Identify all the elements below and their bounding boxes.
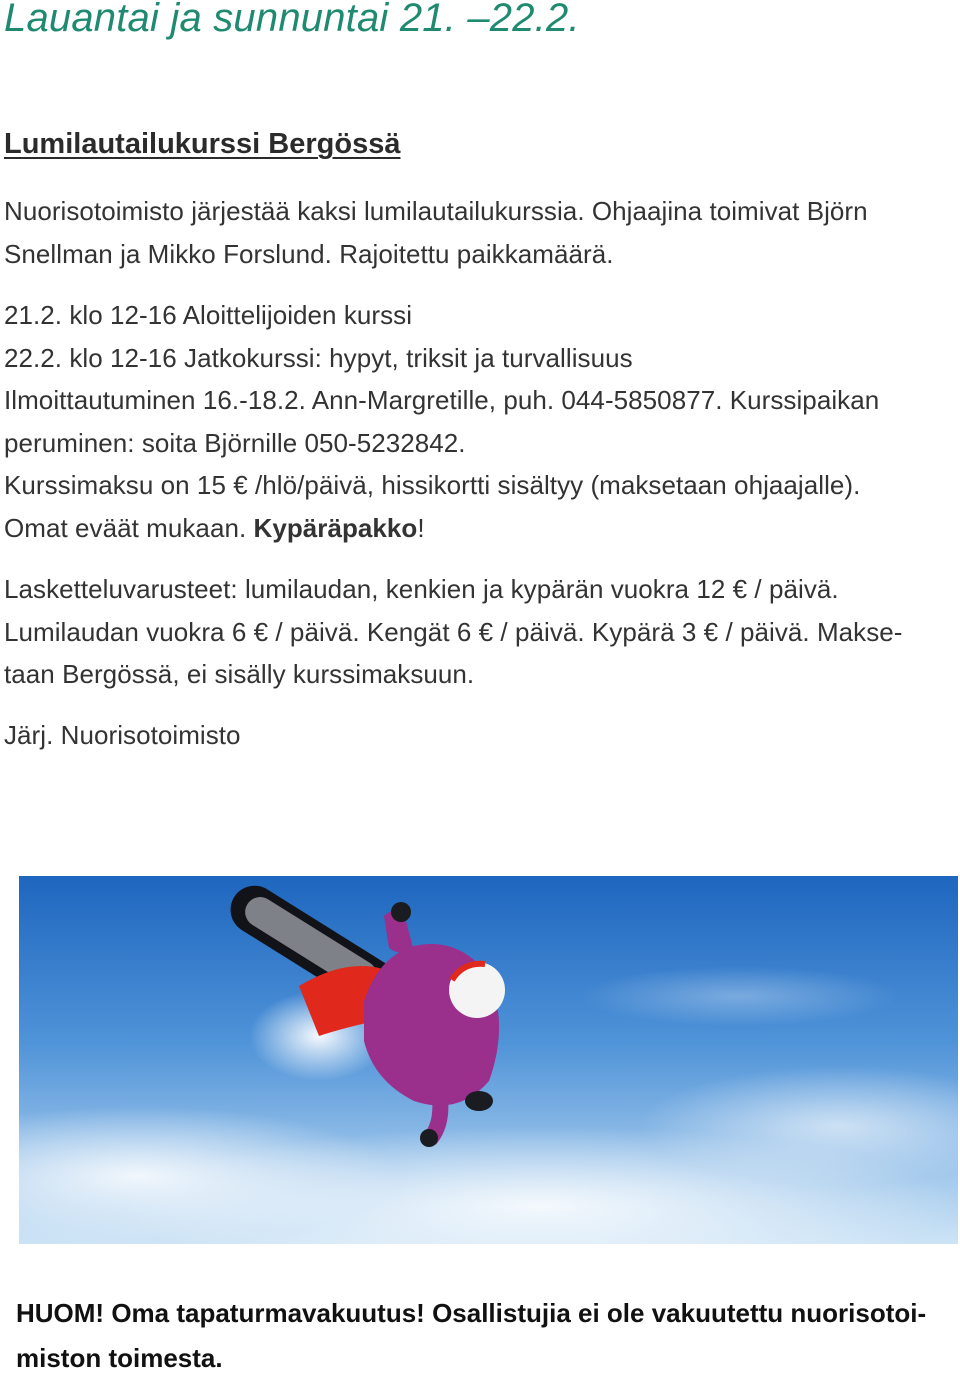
- exclamation: !: [417, 512, 425, 543]
- equipment-paragraph: [4, 568, 954, 696]
- notice-line: HUOM! Oma tapaturmavakuutus! Osallistujia ei ole vakuutettu nuorisotoi-: [16, 1298, 927, 1328]
- snowboarder-photo: [19, 876, 958, 1244]
- snowboarder-illustration: [19, 876, 958, 1244]
- page-heading: Lauantai ja sunnuntai 21. –22.2.: [4, 0, 580, 40]
- helmet-required: Kypäräpakko: [253, 512, 418, 543]
- packed-lunch-line: [4, 507, 954, 550]
- intro-line: Nuorisotoimisto järjestää kaksi lumilautailukurssia. Ohjaajina toimivat Björn: [4, 196, 868, 226]
- equipment-line: Lumilaudan vuokra 6 € / päivä. Kengät 6 € / päivä. Kypärä 3 € / päivä. Makse-: [4, 616, 903, 647]
- packed-lunch-text: Omat eväät mukaan.: [4, 512, 254, 543]
- cancellation-line: peruminen: soita Björnille 050-5232842.: [4, 427, 466, 458]
- boot-icon: [465, 1091, 493, 1111]
- equipment-line: Lasketteluvarusteet: lumilaudan, kenkien ja kypärän vuokra 12 € / päivä.: [4, 574, 839, 604]
- equipment-line: taan Bergössä, ei sisälly kurssimaksuun.: [4, 659, 475, 689]
- schedule-line: 22.2. klo 12-16 Jatkokurssi: hypyt, triksit ja turvallisuus: [4, 342, 633, 373]
- organizer-line: Järj. Nuorisotoimisto: [4, 720, 241, 750]
- schedule-line: 21.2. klo 12-16 Aloittelijoiden kurssi: [4, 300, 413, 330]
- glove-icon: [420, 1129, 438, 1147]
- fee-line: Kurssimaksu on 15 € /hlö/päivä, hissikortti sisältyy (maksetaan ohjaajalle).: [4, 470, 861, 500]
- course-title: Lumilautailukurssi Bergössä: [4, 128, 401, 160]
- glove-icon: [391, 902, 411, 922]
- intro-paragraph: [4, 190, 954, 275]
- registration-line: Ilmoittautuminen 16.-18.2. Ann-Margretille, puh. 044-5850877. Kurssipaikan: [4, 385, 880, 415]
- insurance-notice: [16, 1291, 956, 1381]
- organizer-paragraph: [4, 714, 954, 757]
- schedule-paragraph: [4, 294, 954, 549]
- cloud: [579, 966, 899, 1026]
- intro-line: Snellman ja Mikko Forslund. Rajoitettu paikkamäärä.: [4, 238, 614, 269]
- notice-line: miston toimesta.: [16, 1343, 223, 1373]
